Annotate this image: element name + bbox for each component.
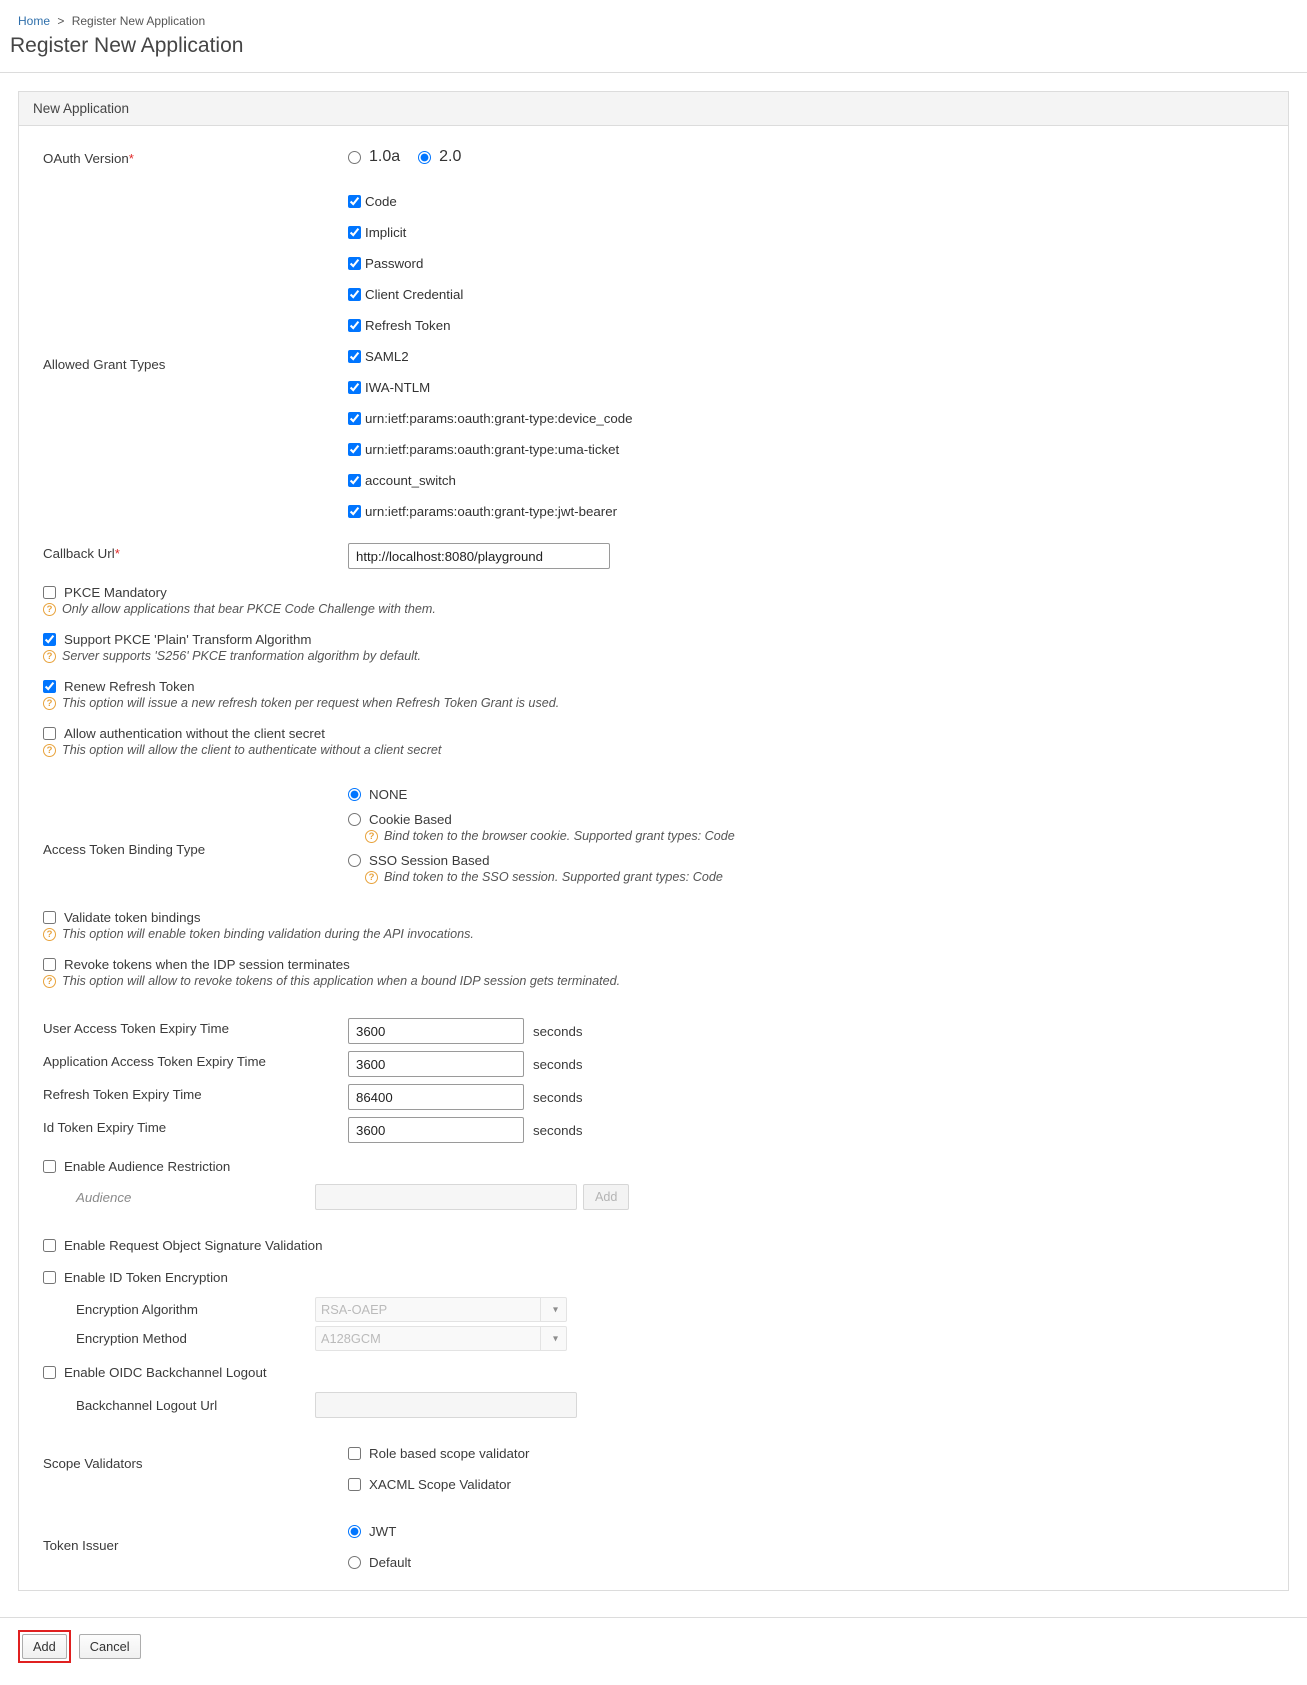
grant-type-label: IWA-NTLM (365, 380, 431, 395)
grant-type-checkbox-password[interactable] (348, 257, 361, 270)
token-issuer-label: Token Issuer (43, 1538, 119, 1553)
revoke-tokens-idp-hint (43, 974, 1264, 988)
id-token-encryption-checkbox[interactable] (43, 1271, 56, 1284)
hint-icon: ? (365, 830, 378, 843)
token-issuer-option-default[interactable] (348, 1547, 1264, 1578)
grant-type-checkbox-refresh-token[interactable] (348, 319, 361, 332)
pkce-mandatory-checkbox[interactable] (43, 586, 56, 599)
encryption-method-select[interactable] (315, 1326, 567, 1351)
grant-type-checkbox-saml2[interactable] (348, 350, 361, 363)
grant-type-label: Implicit (365, 225, 407, 240)
application-access-token-expiry-input[interactable] (348, 1051, 524, 1077)
binding-option-sso-hint-text: Bind token to the SSO session. Supported grant types: Code (384, 870, 723, 884)
hint-icon: ? (43, 650, 56, 663)
binding-option-none-label: NONE (369, 787, 408, 802)
id-token-encryption-label: Enable ID Token Encryption (64, 1270, 228, 1285)
page-title: Register New Application (0, 34, 1307, 73)
grant-types-row (43, 182, 1264, 527)
callback-url-label-text: Callback Url (43, 546, 115, 561)
grant-type-item[interactable] (348, 465, 1264, 496)
grant-type-label: Client Credential (365, 287, 464, 302)
no-client-secret-hint (43, 743, 1264, 757)
application-access-token-expiry-field (348, 1051, 1264, 1077)
grant-type-item[interactable] (348, 434, 1264, 465)
grant-type-checkbox-device-code[interactable] (348, 412, 361, 425)
binding-option-cookie-label: Cookie Based (369, 812, 452, 827)
no-client-secret-line[interactable] (43, 726, 1264, 741)
validate-token-bindings-hint-text: This option will enable token binding validation during the API invocations. (62, 927, 474, 941)
renew-refresh-token-checkbox[interactable] (43, 680, 56, 693)
user-access-token-expiry-row (43, 1018, 1264, 1044)
scope-validator-label: Role based scope validator (369, 1446, 530, 1461)
grant-type-checkbox-client-credential[interactable] (348, 288, 361, 301)
oauth-version-option-10a-label: 1.0a (369, 148, 401, 165)
grant-type-label: urn:ietf:params:oauth:grant-type:uma-ticket (365, 442, 620, 457)
required-marker: * (114, 546, 120, 561)
panel-body (19, 126, 1288, 1590)
scope-validator-checkbox-xacml[interactable] (348, 1478, 361, 1491)
grant-type-label: Refresh Token (365, 318, 451, 333)
scope-validators-label: Scope Validators (43, 1456, 143, 1471)
oauth-version-field (348, 148, 1264, 166)
pkce-plain-hint (43, 649, 1264, 663)
oauth-version-option-10a[interactable] (348, 148, 400, 166)
encryption-algorithm-label: Encryption Algorithm (76, 1302, 198, 1317)
required-marker: * (128, 151, 134, 166)
grant-types-label: Allowed Grant Types (43, 357, 166, 372)
renew-refresh-token-hint (43, 696, 1264, 710)
user-access-token-expiry-input[interactable] (348, 1018, 524, 1044)
pkce-plain-block (43, 632, 1264, 663)
oauth-version-option-20[interactable] (418, 148, 461, 166)
binding-option-cookie-hint-text: Bind token to the browser cookie. Supported grant types: Code (384, 829, 735, 843)
encryption-algorithm-row (43, 1297, 1264, 1322)
binding-radio-sso[interactable] (348, 854, 361, 867)
id-token-expiry-row (43, 1117, 1264, 1143)
backchannel-logout-checkbox[interactable] (43, 1366, 56, 1379)
grant-type-checkbox-account-switch[interactable] (348, 474, 361, 487)
grant-type-item[interactable] (348, 341, 1264, 372)
breadcrumb-current: Register New Application (71, 14, 206, 28)
grant-type-item[interactable] (348, 372, 1264, 403)
refresh-token-expiry-input[interactable] (348, 1084, 524, 1110)
select-divider (540, 1327, 541, 1350)
breadcrumb (0, 0, 1307, 34)
seconds-unit: seconds (533, 1089, 583, 1105)
access-token-binding-field (348, 787, 1264, 894)
token-issuer-radio-jwt[interactable] (348, 1525, 361, 1538)
hint-icon: ? (43, 928, 56, 941)
grant-type-label: account_switch (365, 473, 456, 488)
id-token-expiry-input[interactable] (348, 1117, 524, 1143)
audience-field (315, 1184, 629, 1210)
renew-refresh-token-line[interactable] (43, 679, 1264, 694)
token-issuer-option-default-label: Default (369, 1555, 412, 1570)
audience-restriction-line[interactable] (43, 1159, 1264, 1174)
pkce-mandatory-line[interactable] (43, 585, 1264, 600)
pkce-plain-label: Support PKCE 'Plain' Transform Algorithm (64, 632, 312, 647)
audience-input[interactable] (315, 1184, 577, 1210)
no-client-secret-block (43, 726, 1264, 757)
callback-url-row (43, 543, 1264, 569)
validate-token-bindings-line[interactable] (43, 910, 1264, 925)
callback-url-field (348, 543, 1264, 569)
grant-type-label: urn:ietf:params:oauth:grant-type:device_code (365, 411, 633, 426)
pkce-plain-hint-text: Server supports 'S256' PKCE tranformation algorithm by default. (62, 649, 422, 663)
oauth-version-row (43, 148, 1264, 166)
revoke-tokens-idp-hint-text: This option will allow to revoke tokens of this application when a bound IDP session gets terminated. (62, 974, 621, 988)
backchannel-logout-line[interactable] (43, 1365, 1264, 1380)
user-access-token-expiry-field (348, 1018, 1264, 1044)
grant-type-label: SAML2 (365, 349, 409, 364)
grant-type-label: Password (365, 256, 424, 271)
revoke-tokens-idp-label: Revoke tokens when the IDP session terminates (64, 957, 350, 972)
token-issuer-option-jwt[interactable] (348, 1516, 1264, 1547)
pkce-mandatory-hint (43, 602, 1264, 616)
request-object-signature-checkbox[interactable] (43, 1239, 56, 1252)
grant-type-item[interactable] (348, 279, 1264, 310)
oauth-version-label (43, 148, 348, 166)
revoke-tokens-idp-checkbox[interactable] (43, 958, 56, 971)
add-button-highlight (18, 1630, 71, 1663)
grant-types-list (348, 186, 1264, 527)
no-client-secret-checkbox[interactable] (43, 727, 56, 740)
grant-type-checkbox-code[interactable] (348, 195, 361, 208)
encryption-method-label: Encryption Method (76, 1331, 187, 1346)
grant-type-item[interactable] (348, 248, 1264, 279)
hint-icon: ? (43, 697, 56, 710)
grant-type-item[interactable] (348, 310, 1264, 341)
validate-token-bindings-label: Validate token bindings (64, 910, 201, 925)
cancel-button[interactable]: Cancel (79, 1634, 141, 1659)
validate-token-bindings-checkbox[interactable] (43, 911, 56, 924)
hint-icon: ? (365, 871, 378, 884)
renew-refresh-token-hint-text: This option will issue a new refresh token per request when Refresh Token Grant is used. (62, 696, 560, 710)
grant-type-label: Code (365, 194, 397, 209)
no-client-secret-hint-text: This option will allow the client to authenticate without a client secret (62, 743, 442, 757)
token-issuer-radio-default[interactable] (348, 1556, 361, 1569)
user-access-token-expiry-label: User Access Token Expiry Time (43, 1021, 229, 1036)
revoke-tokens-idp-line[interactable] (43, 957, 1264, 972)
grant-type-item[interactable] (348, 403, 1264, 434)
grant-type-checkbox-implicit[interactable] (348, 226, 361, 239)
scope-validator-item[interactable] (348, 1469, 1264, 1500)
seconds-unit: seconds (533, 1056, 583, 1072)
scope-validator-item[interactable] (348, 1438, 1264, 1469)
token-issuer-option-jwt-label: JWT (369, 1524, 397, 1539)
chevron-down-icon: ▾ (552, 1333, 558, 1344)
binding-option-cookie[interactable] (348, 812, 1264, 843)
audience-add-button[interactable]: Add (583, 1184, 629, 1210)
backchannel-logout-url-input[interactable] (315, 1392, 577, 1418)
binding-radio-cookie[interactable] (348, 813, 361, 826)
pkce-mandatory-block (43, 585, 1264, 616)
binding-option-sso-hint (365, 870, 1264, 884)
form-footer (0, 1617, 1307, 1685)
refresh-token-expiry-row (43, 1084, 1264, 1110)
validate-token-bindings-hint (43, 927, 1264, 941)
scope-validators-field (348, 1438, 1264, 1500)
id-token-expiry-label: Id Token Expiry Time (43, 1120, 167, 1135)
grant-type-checkbox-uma-ticket[interactable] (348, 443, 361, 456)
grant-type-item[interactable] (348, 217, 1264, 248)
request-object-signature-label: Enable Request Object Signature Validation (64, 1238, 323, 1253)
hint-icon: ? (43, 744, 56, 757)
seconds-unit: seconds (533, 1023, 583, 1039)
application-access-token-expiry-row (43, 1051, 1264, 1077)
breadcrumb-home-link[interactable]: Home (18, 14, 51, 28)
validate-token-bindings-block (43, 910, 1264, 941)
binding-option-none[interactable] (348, 787, 1264, 802)
select-divider (540, 1298, 541, 1321)
grant-type-item[interactable] (348, 186, 1264, 217)
hint-icon: ? (43, 975, 56, 988)
token-issuer-row (43, 1516, 1264, 1578)
access-token-binding-label: Access Token Binding Type (43, 842, 206, 857)
binding-radio-none[interactable] (348, 788, 361, 801)
encryption-method-row (43, 1326, 1264, 1351)
oauth-version-label-text: OAuth Version (43, 151, 129, 166)
backchannel-logout-url-label: Backchannel Logout Url (76, 1397, 218, 1413)
binding-option-sso-label: SSO Session Based (369, 853, 490, 868)
add-button[interactable]: Add (22, 1634, 67, 1659)
audience-field-label: Audience (76, 1189, 132, 1205)
chevron-down-icon: ▾ (552, 1304, 558, 1315)
grant-type-item[interactable] (348, 496, 1264, 527)
pkce-plain-line[interactable] (43, 632, 1264, 647)
encryption-algorithm-select-wrap (315, 1297, 567, 1322)
request-object-signature-line[interactable] (43, 1238, 1264, 1253)
new-application-panel (18, 91, 1289, 1591)
pkce-plain-checkbox[interactable] (43, 633, 56, 646)
access-token-binding-row (43, 787, 1264, 894)
breadcrumb-separator: > (57, 14, 65, 28)
audience-restriction-label: Enable Audience Restriction (64, 1159, 231, 1174)
pkce-mandatory-hint-text: Only allow applications that bear PKCE Code Challenge with them. (62, 602, 436, 616)
grant-type-label: urn:ietf:params:oauth:grant-type:jwt-bearer (365, 504, 618, 519)
callback-url-label (43, 543, 348, 561)
hint-icon: ? (43, 603, 56, 616)
application-access-token-expiry-label: Application Access Token Expiry Time (43, 1054, 266, 1069)
pkce-mandatory-label: PKCE Mandatory (64, 585, 167, 600)
refresh-token-expiry-label: Refresh Token Expiry Time (43, 1087, 202, 1102)
binding-option-cookie-hint (365, 829, 1264, 843)
backchannel-logout-url-row (43, 1392, 1264, 1418)
scope-validators-row (43, 1438, 1264, 1500)
backchannel-logout-label: Enable OIDC Backchannel Logout (64, 1365, 267, 1380)
refresh-token-expiry-field (348, 1084, 1264, 1110)
binding-option-sso[interactable] (348, 853, 1264, 884)
seconds-unit: seconds (533, 1122, 583, 1138)
encryption-method-select-wrap (315, 1326, 567, 1351)
oauth-version-radio-10a[interactable] (348, 151, 361, 164)
renew-refresh-token-block (43, 679, 1264, 710)
id-token-expiry-field (348, 1117, 1264, 1143)
scope-validator-label: XACML Scope Validator (369, 1477, 511, 1492)
audience-restriction-checkbox[interactable] (43, 1160, 56, 1173)
encryption-algorithm-select[interactable] (315, 1297, 567, 1322)
oauth-version-radio-20[interactable] (418, 151, 431, 164)
audience-row (43, 1184, 1264, 1210)
renew-refresh-token-label: Renew Refresh Token (64, 679, 195, 694)
token-issuer-field (348, 1516, 1264, 1578)
grant-type-checkbox-jwt-bearer[interactable] (348, 505, 361, 518)
scope-validator-checkbox-role-based[interactable] (348, 1447, 361, 1460)
grant-type-checkbox-iwa-ntlm[interactable] (348, 381, 361, 394)
id-token-encryption-line[interactable] (43, 1270, 1264, 1285)
revoke-tokens-idp-block (43, 957, 1264, 988)
oauth-version-option-20-label: 2.0 (439, 148, 462, 165)
callback-url-input[interactable] (348, 543, 610, 569)
no-client-secret-label: Allow authentication without the client secret (64, 726, 325, 741)
panel-heading: New Application (19, 92, 1288, 126)
